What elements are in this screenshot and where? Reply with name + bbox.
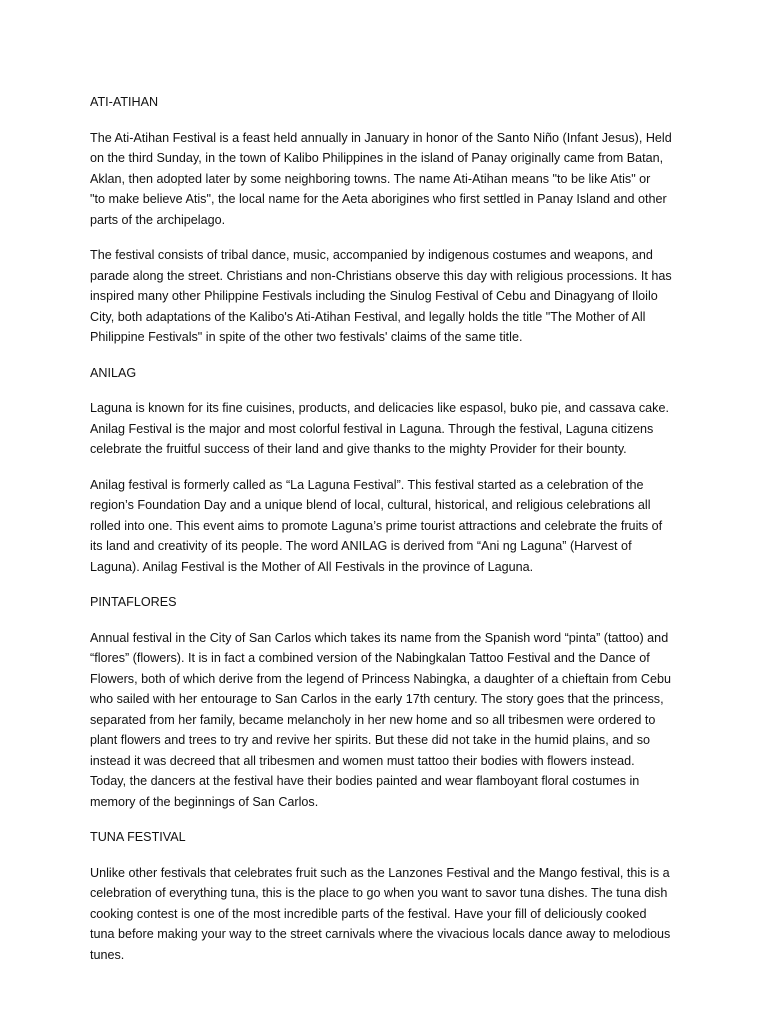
- paragraph: [90, 475, 688, 578]
- heading-text: ANILAG: [90, 365, 137, 380]
- text-line: tunes.: [90, 947, 125, 962]
- text-line: “flores” (flowers). It is in fact a combined version of the Nabingkalan Tattoo Festival and the Dance of: [90, 651, 650, 665]
- paragraph: [90, 863, 688, 966]
- text-line: Annual festival in the City of San Carlos which takes its name from the Spanish word “pinta” (tattoo) and: [90, 630, 669, 645]
- heading-text: TUNA FESTIVAL: [90, 830, 186, 844]
- text-line: Unlike other festivals that celebrates fruit such as the Lanzones Festival and the Mango festival, this is a: [90, 865, 670, 880]
- text-line: Laguna). Anilag Festival is the Mother of All Festivals in the province of Laguna.: [90, 559, 534, 574]
- text-line: on the third Sunday, in the town of Kalibo Philippines in the island of Panay originally came from Batan,: [90, 151, 664, 165]
- text-line: plant flowers and trees to try and revive her spirits. But these did not take in the humid plains, and so: [90, 733, 651, 747]
- section-pintaflores: [90, 592, 688, 812]
- paragraph: [90, 245, 688, 348]
- text-line: Anilag Festival is the major and most colorful festival in Laguna. Through the festival, Laguna citizens: [90, 421, 654, 436]
- text-line: its land and creativity of its people. The word ANILAG is derived from “Ani ng Laguna” (Harvest of: [90, 539, 632, 553]
- text-line: parade along the street. Christians and non-Christians observe this day with religious processions. It has: [90, 268, 672, 283]
- text-line: rolled into one. This event aims to promote Laguna’s prime tourist attractions and celebrate the fruits of: [90, 518, 663, 533]
- section-anilag: [90, 363, 688, 578]
- text-line: Aklan, then adopted later by some neighboring towns. The name Ati-Atihan means "to be like Atis" or: [90, 171, 651, 186]
- text-line: region’s Foundation Day and a unique blend of local, cultural, historical, and religious celebrations all: [90, 498, 651, 512]
- section-heading: [90, 592, 688, 613]
- document-body: [90, 92, 688, 980]
- text-line: cooking contest is one of the most incredible parts of the festival. Have your fill of deliciously cooked: [90, 906, 647, 921]
- heading-text: ATI-ATIHAN: [90, 95, 159, 109]
- text-line: Today, the dancers at the festival have their bodies painted and wear flamboyant floral costumes in: [90, 774, 640, 788]
- paragraph: [90, 628, 688, 813]
- text-line: Anilag festival is formerly called as “La Laguna Festival”. This festival started as a celebration of the: [90, 477, 644, 492]
- text-line: inspired many other Philippine Festivals including the Sinulog Festival of Cebu and Dinagyang of Iloilo: [90, 289, 658, 303]
- text-line: The festival consists of tribal dance, music, accompanied by indigenous costumes and weapons, and: [90, 248, 653, 262]
- section-heading: [90, 827, 688, 848]
- text-line: Flowers, both of which derive from the legend of Princess Nabingka, a daughter of a chieftain from Cebu: [90, 671, 672, 686]
- text-line: parts of the archipelago.: [90, 212, 226, 227]
- text-line: separated from her family, became melancholy in her new home and so all tribesmen were ordered to: [90, 712, 656, 727]
- text-line: instead it was decreed that all tribesmen and women must tattoo their bodies with flowers instead.: [90, 753, 635, 768]
- text-line: celebration of everything tuna, this is the place to go when you want to savor tuna dishes. The tuna dish: [90, 886, 668, 900]
- text-line: City, both adaptations of the Kalibo's Ati-Atihan Festival, and legally holds the title "The Mother of All: [90, 309, 646, 324]
- text-line: The Ati-Atihan Festival is a feast held annually in January in honor of the Santo Niño (Infant Jesus), Held: [90, 130, 672, 145]
- section-tuna-festival: [90, 827, 688, 965]
- text-line: memory of the beginnings of San Carlos.: [90, 794, 319, 809]
- section-heading: [90, 363, 688, 384]
- section-ati-atihan: [90, 92, 688, 348]
- text-line: tuna before making your way to the street carnivals where the vivacious locals dance away to melodious: [90, 927, 671, 941]
- text-line: Laguna is known for its fine cuisines, products, and delicacies like espasol, buko pie, and cassava cake.: [90, 401, 669, 415]
- section-heading: [90, 92, 688, 113]
- paragraph: [90, 398, 688, 460]
- text-line: celebrate the fruitful success of their land and give thanks to the mighty Provider for their bounty.: [90, 442, 627, 456]
- paragraph: [90, 128, 688, 231]
- text-line: who sailed with her entourage to San Carlos in the early 17th century. The story goes that the princess,: [90, 692, 664, 706]
- text-line: "to make believe Atis", the local name for the Aeta aborigines who first settled in Panay Island and other: [90, 192, 667, 206]
- heading-text: PINTAFLORES: [90, 595, 177, 609]
- text-line: Philippine Festivals" in spite of the other two festivals' claims of the same title.: [90, 330, 523, 344]
